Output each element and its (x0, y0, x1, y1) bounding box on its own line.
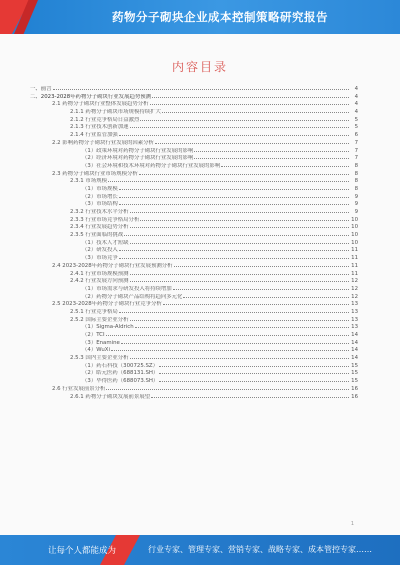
toc-leader-dots (173, 289, 349, 290)
header-banner (0, 0, 400, 34)
toc-entry-title: （2）药物分子砌块产品结构将趋向多元化 (82, 293, 183, 300)
toc-entry-title: 2.1 药物分子砌块行业整体发展趋势分析 (52, 101, 149, 108)
toc-entry[interactable] (30, 117, 358, 125)
toc-entry[interactable] (30, 155, 358, 163)
footer-banner (0, 535, 400, 565)
toc-leader-dots (119, 197, 349, 198)
toc-entry[interactable] (30, 363, 358, 371)
toc-entry-title: （1）市场需求与研发投入将持续增加 (82, 285, 172, 292)
toc-entry-title: 二、2023-2028年药物分子砌块行业发展趋势预测 (30, 93, 152, 100)
toc-entry-page: 4 (354, 109, 358, 116)
toc-entry-title: 2.6.1 药物分子砌块发展前景展望 (70, 393, 151, 400)
toc-entry-page: 9 (354, 209, 358, 215)
toc-entry-page: 7 (354, 139, 358, 146)
toc-entry-page: 10 (351, 216, 358, 223)
toc-entry-page: 8 (354, 162, 358, 169)
toc-entry[interactable] (30, 178, 358, 186)
toc-entry-title: 2.4.1 行业市场规模预测 (70, 270, 129, 277)
toc-entry-title: （3）市场竞争 (82, 255, 118, 262)
toc-entry-page: 13 (351, 324, 358, 331)
toc-entry-title: （2）经济环境对药物分子砌块行业发展的影响 (82, 155, 194, 162)
toc-entry[interactable] (30, 186, 358, 194)
page-number: 1 (350, 521, 354, 527)
toc-entry-title: 2.5.2 国际主要企业分析 (70, 316, 129, 323)
toc-leader-dots (221, 166, 349, 167)
toc-entry-page: 4 (354, 93, 358, 100)
toc-entry-page: 14 (351, 355, 358, 362)
toc-leader-dots (174, 266, 349, 267)
toc-entry[interactable] (30, 394, 358, 402)
toc-entry-page: 7 (354, 155, 358, 162)
toc-leader-dots (130, 320, 349, 321)
toc-heading: 内容目录 (171, 60, 228, 74)
toc-entry-title: （2）TCI (82, 332, 105, 338)
report-title: 药物分子砌块企业成本控制策略研究报告 (112, 10, 328, 24)
toc-entry-title: （2）皓元医药（688131.SH） (82, 370, 159, 377)
toc-entry-title: （1）市场规模 (82, 185, 118, 192)
toc-entry-title: 一、前言 (30, 86, 52, 92)
toc-entry[interactable] (30, 171, 358, 179)
toc-entry-title: 2.3.5 行业面临的挑战 (70, 232, 124, 239)
toc-entry-page: 16 (351, 393, 358, 400)
toc-entry-title: 2.1.1 药物分子砌块市场规模持续扩大 (70, 109, 161, 116)
toc-entry-title: （3）社会环境和技术环境对药物分子砌块行业发展的影响 (82, 162, 221, 169)
toc-entry-title: （1）技术人才短缺 (82, 239, 129, 246)
toc-entry-title: 2.3.1 市场规模 (70, 178, 107, 185)
toc-leader-dots (155, 143, 349, 144)
toc-entry[interactable] (30, 132, 358, 140)
toc-entry[interactable] (30, 278, 358, 286)
toc-entry[interactable] (30, 309, 358, 317)
toc-entry-page: 4 (354, 101, 358, 108)
toc-leader-dots (135, 327, 349, 328)
toc-entry[interactable] (30, 209, 358, 217)
toc-entry-title: 2.3.3 行业市场竞争格局分析 (70, 216, 140, 223)
toc-leader-dots (151, 397, 349, 398)
toc-entry[interactable] (30, 148, 358, 156)
toc-leader-dots (130, 281, 349, 282)
toc-entry-page: 15 (351, 362, 358, 369)
toc-entry-page: 11 (351, 247, 358, 254)
toc-leader-dots (150, 104, 349, 105)
toc-entry-title: （3）市场结构 (82, 201, 118, 208)
toc-entry[interactable] (30, 378, 358, 386)
toc-entry-page: 14 (351, 332, 358, 338)
toc-entry-page: 11 (351, 262, 358, 269)
toc-entry[interactable] (30, 240, 358, 248)
toc-entry[interactable] (30, 332, 358, 340)
toc-leader-dots (139, 174, 349, 175)
toc-entry-page: 14 (351, 347, 358, 354)
toc-entry-page: 16 (351, 385, 358, 392)
toc-entry-title: 2.4 2023-2028年药物分子砌块行业发展预测分析 (52, 262, 173, 269)
toc-entry[interactable] (30, 201, 358, 209)
toc-entry[interactable] (30, 124, 358, 132)
toc-entry-page: 14 (351, 339, 358, 346)
toc-leader-dots (130, 227, 349, 228)
toc-entry-title: 2.6 行业发展前景分析 (52, 385, 106, 392)
toc-entry[interactable] (30, 217, 358, 225)
toc-entry-title: 2.5 2023-2028年药物分子砌块行业竞争分析 (52, 301, 162, 308)
toc-entry-page: 8 (354, 185, 358, 192)
toc-leader-dots (152, 97, 349, 98)
toc-entry-page: 12 (351, 293, 358, 300)
toc-entry-page: 5 (354, 124, 358, 131)
toc-entry[interactable] (30, 370, 358, 378)
toc-entry[interactable] (30, 294, 358, 302)
toc-leader-dots (183, 297, 349, 298)
toc-leader-dots (106, 335, 349, 336)
toc-leader-dots (119, 204, 349, 205)
toc-entry-title: 2.4.2 行业发展方向预测 (70, 278, 129, 285)
toc-entry-title: 2.3.4 行业发展趋势分析 (70, 224, 129, 231)
toc-entry[interactable] (30, 271, 358, 279)
toc-entry-page: 8 (354, 178, 358, 185)
toc-entry[interactable] (30, 194, 358, 202)
footer-slogan: 让每个人都能成为 (48, 546, 117, 556)
toc-leader-dots (124, 235, 349, 236)
toc-entry-title: （1）药石科技（300725.SZ） (82, 362, 158, 369)
toc-leader-dots (111, 350, 349, 351)
toc-entry-title: 2.3 药物分子砌块行业市场规模分析 (52, 170, 138, 177)
toc-entry-page: 4 (354, 86, 358, 92)
toc-entry[interactable] (30, 94, 358, 102)
toc-entry-page: 7 (354, 147, 358, 154)
toc-entry[interactable] (30, 109, 358, 117)
toc-entry[interactable] (30, 232, 358, 240)
toc-entry-title: （1）Sigma-Aldrich (82, 324, 134, 331)
toc-leader-dots (194, 151, 349, 152)
toc-entry-page: 13 (351, 308, 358, 315)
toc-leader-dots (130, 358, 349, 359)
table-of-contents (30, 86, 358, 401)
toc-leader-dots (159, 381, 349, 382)
toc-entry-title: 2.5.1 行业竞争格局 (70, 308, 118, 315)
toc-entry-page: 11 (351, 270, 358, 277)
toc-entry-page: 10 (351, 239, 358, 246)
toc-entry-page: 9 (354, 193, 358, 200)
toc-entry[interactable] (30, 163, 358, 171)
toc-entry-title: 2.2 影响药物分子砌块行业发展的因素分析 (52, 139, 154, 146)
toc-entry[interactable] (30, 355, 358, 363)
toc-entry-title: 2.1.4 行业监管加强 (70, 132, 118, 139)
toc-entry[interactable] (30, 347, 358, 355)
toc-entry[interactable] (30, 101, 358, 109)
toc-entry[interactable] (30, 86, 358, 94)
toc-entry[interactable] (30, 301, 358, 309)
toc-entry[interactable] (30, 340, 358, 348)
toc-entry[interactable] (30, 255, 358, 263)
toc-leader-dots (119, 258, 349, 259)
toc-entry-title: 2.1.3 行业技术创新加速 (70, 124, 129, 131)
toc-leader-dots (108, 181, 349, 182)
toc-entry-title: （3）Enamine (82, 339, 120, 346)
toc-entry-title: （1）政策环境对药物分子砌块行业发展的影响 (82, 147, 194, 154)
toc-leader-dots (119, 135, 349, 136)
toc-leader-dots (140, 220, 349, 221)
toc-entry[interactable] (30, 317, 358, 325)
toc-entry[interactable] (30, 263, 358, 271)
toc-entry[interactable] (30, 386, 358, 394)
toc-leader-dots (140, 120, 349, 121)
toc-leader-dots (119, 312, 349, 313)
toc-entry[interactable] (30, 224, 358, 232)
toc-leader-dots (106, 389, 349, 390)
toc-entry-page: 10 (351, 224, 358, 231)
toc-entry-page: 13 (351, 316, 358, 323)
toc-entry-title: （2）市场增长 (82, 193, 118, 200)
toc-entry-title: （4）WuXi (82, 347, 110, 354)
toc-leader-dots (130, 274, 349, 275)
toc-entry[interactable] (30, 286, 358, 294)
toc-leader-dots (130, 127, 349, 128)
toc-entry[interactable] (30, 140, 358, 148)
toc-entry-title: （2）研发投入 (82, 247, 118, 254)
toc-entry-page: 15 (351, 370, 358, 377)
toc-entry-page: 6 (354, 132, 358, 139)
toc-entry-page: 13 (351, 301, 358, 308)
toc-leader-dots (130, 212, 349, 213)
toc-leader-dots (159, 373, 349, 374)
toc-leader-dots (162, 112, 349, 113)
toc-entry-page: 9 (354, 201, 358, 208)
toc-entry-title: 2.3.2 行业技术水平分析 (70, 209, 129, 215)
toc-entry-page: 11 (351, 255, 358, 262)
toc-leader-dots (194, 158, 349, 159)
toc-leader-dots (119, 250, 349, 251)
toc-leader-dots (159, 366, 349, 367)
toc-entry[interactable] (30, 324, 358, 332)
toc-leader-dots (119, 189, 349, 190)
toc-entry-title: （3）毕得医药（688073.SH） (82, 378, 159, 385)
toc-entry-page: 12 (351, 285, 358, 292)
footer-tagline: 行业专家、管理专家、营销专家、战略专家、成本管控专家…… (148, 545, 372, 554)
toc-leader-dots (121, 343, 349, 344)
toc-leader-dots (163, 304, 349, 305)
toc-entry-title: 2.5.3 国内主要企业分析 (70, 355, 129, 362)
toc-leader-dots (130, 243, 349, 244)
toc-entry-page: 5 (354, 116, 358, 123)
toc-entry-page: 10 (351, 232, 358, 239)
toc-entry[interactable] (30, 247, 358, 255)
toc-entry-page: 8 (354, 170, 358, 177)
toc-leader-dots (53, 89, 349, 90)
toc-entry-page: 12 (351, 278, 358, 285)
toc-entry-page: 15 (351, 378, 358, 385)
toc-entry-title: 2.1.2 行业竞争格局日益激烈 (70, 116, 140, 123)
